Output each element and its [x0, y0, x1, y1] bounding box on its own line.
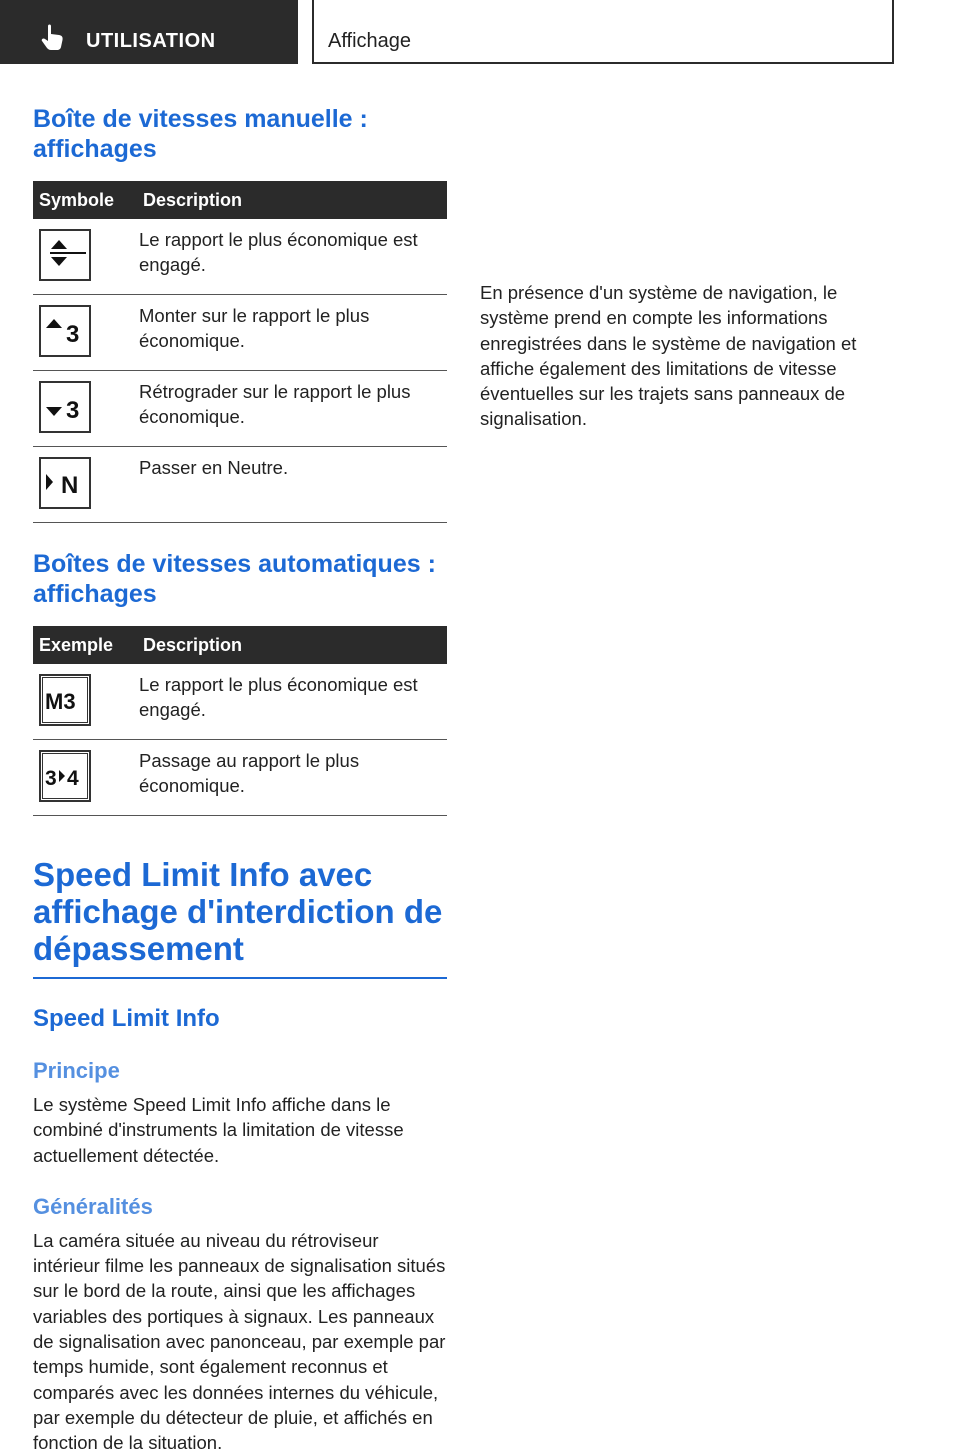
table-row: [33, 664, 447, 740]
row-description: Le rapport le plus économique est engagé.: [139, 674, 418, 721]
col-symbol: Symbole: [33, 181, 139, 219]
neutral-n-icon: [39, 457, 91, 509]
automatic-gearbox-heading: Boîtes de vitesses automatiques : affichages: [33, 550, 436, 608]
left-column: [33, 96, 447, 1456]
manual-gearbox-heading: Boîte de vitesses manuelle : affichages: [33, 105, 368, 163]
manual-gearbox-table: [33, 181, 447, 523]
table-row: [33, 447, 447, 523]
hand-pointer-icon: [38, 22, 68, 52]
row-description: Passage au rapport le plus économique.: [139, 750, 360, 797]
table-row: [33, 219, 447, 295]
table-row: [33, 371, 447, 447]
generalites-text: La caméra située au niveau du rétroviseur intérieur filme les panneaux de signalisation situés sur le bord de la route, ainsi que les affichages variables des portiques à signaux. Les panneaux de signalisation avec panonceau, par exemple par temps humide, sont également reconnus et comparés avec les données internes du véhicule, par exemple du détecteur de pluie, et affichés en fonction de la situation.: [33, 1229, 446, 1454]
table-row: [33, 740, 447, 816]
col-description: Description: [139, 181, 447, 219]
shift-down-3-icon: [39, 381, 91, 433]
svg-text:N: N: [61, 472, 79, 499]
automatic-gearbox-table: [33, 626, 447, 816]
row-description: Rétrograder sur le rapport le plus économique.: [139, 381, 411, 428]
speed-limit-subheading: Speed Limit Info: [33, 1005, 220, 1032]
svg-text:M3: M3: [45, 689, 76, 714]
col-example: Exemple: [33, 626, 139, 664]
heading-rule: [33, 977, 447, 979]
row-description: Passer en Neutre.: [139, 457, 289, 478]
nav-text: En présence d'un système de navigation, le système prend en compte les informations enregistrées dans le système de navigation et affiche également des limitations de vitesse éventuelles sur les trajets sans panneaux de signalisation.: [480, 282, 857, 430]
gear-3-to-4-icon: [39, 750, 91, 802]
col-description: Description: [139, 626, 447, 664]
principe-heading: Principe: [33, 1058, 120, 1083]
generalites-heading: Généralités: [33, 1193, 153, 1219]
table-header: [33, 181, 447, 219]
page-title: Affichage: [328, 30, 412, 52]
svg-text:4: 4: [67, 767, 79, 790]
right-column-content: [480, 100, 896, 432]
speed-limit-main-heading: Speed Limit Info avec affichage d'interdiction de dépassement: [33, 856, 443, 967]
svg-text:3: 3: [66, 321, 80, 348]
principe-text: Le système Speed Limit Info affiche dans le combiné d'instruments la limitation de vitesse actuellement détectée.: [33, 1094, 404, 1166]
page-header: [312, 0, 894, 64]
gear-economic-icon: [39, 229, 91, 281]
svg-text:3: 3: [66, 397, 80, 424]
section-tab: [0, 0, 298, 64]
table-row: [33, 295, 447, 371]
row-description: Monter sur le rapport le plus économique.: [139, 305, 370, 352]
svg-text:3: 3: [45, 767, 57, 790]
shift-up-3-icon: [39, 305, 91, 357]
table-header: [33, 626, 447, 664]
gear-m3-icon: [39, 674, 91, 726]
section-label: UTILISATION: [86, 30, 216, 52]
row-description: Le rapport le plus économique est engagé.: [139, 229, 418, 276]
